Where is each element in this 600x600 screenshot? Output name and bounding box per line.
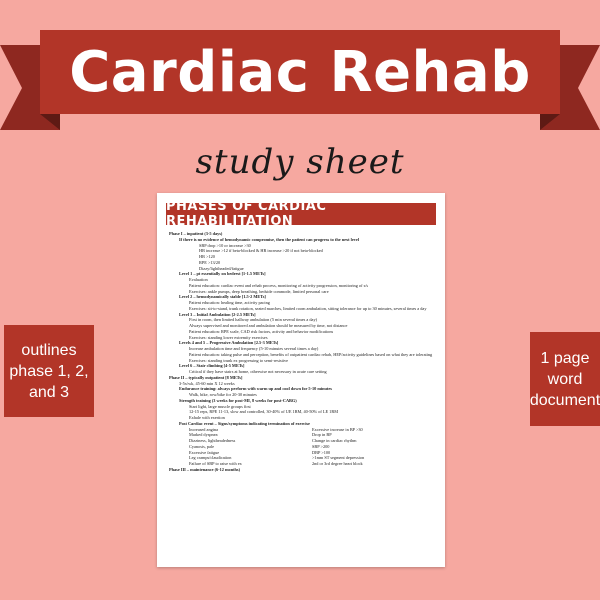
doc-line: Dizziness, lightheadedness xyxy=(189,438,236,443)
doc-line: DBP >100 xyxy=(312,449,331,455)
left-note-box xyxy=(4,325,94,417)
doc-line: 2nd or 3rd degree heart block xyxy=(312,461,363,466)
doc-line: Change in cardiac rhythm xyxy=(312,438,357,443)
doc-line: First in room, then limited hallway ambulation (5 min several times a day) xyxy=(189,317,318,323)
doc-line: Level 3 – Initial Ambulation [2-2.5 METs] xyxy=(179,311,256,317)
doc-line: Walk, bike, row/bike for 20-30 minutes xyxy=(189,392,257,397)
doc-line: Exercises: ankle pumps, deep breathing, bedside commode, limited personal care xyxy=(189,288,329,294)
doc-line: SBP drop >10 or increase >30 xyxy=(199,242,251,248)
doc-line: Level 6 – Stair climbing [4-5 METs] xyxy=(179,363,245,369)
doc-line: Phase II – typically outpatient [8 METs] xyxy=(169,374,243,380)
doc-line: HR >120 xyxy=(199,254,215,259)
doc-line: Marked dyspnea xyxy=(189,432,218,438)
doc-line: Start light, large muscle groups first xyxy=(189,403,251,409)
doc-line: Exercises: sit-to-stand, trunk rotation, seated marches, limited room ambulation, sitting tolerance for up to 30 minutes, several times a day xyxy=(189,305,427,311)
doc-line: Evaluation xyxy=(189,277,208,282)
doc-line: Leg cramps/claudication xyxy=(189,455,232,461)
doc-line: Level 1 – pt essentially on bedrest [1-1.5 METs] xyxy=(179,271,266,277)
doc-line: >1mm ST segment depression xyxy=(312,455,365,461)
doc-line: Phase III – maintenance (6-12 months) xyxy=(169,466,241,472)
doc-line: Endurance training: always perform with warm up and cool down for 5-10 minutes xyxy=(179,386,332,392)
doc-line: Levels 4 and 5 – Progressive Ambulation [2.5-3 METs] xyxy=(179,340,279,346)
doc-line: HR increase >12 if beta-blocked & HR increase >20 if not beta-blocked xyxy=(199,248,323,254)
doc-line: RPE >13/20 xyxy=(199,259,221,265)
doc-line: Exercises: standing lower extremity exercises xyxy=(189,334,268,340)
termination-signs-columns xyxy=(169,427,435,467)
doc-line: Dizzy/lightheaded/fatigue xyxy=(199,265,244,271)
doc-line: Patient education: taking pulse and perception, benefits of outpatient cardiac rehab, HEP/activity guidelines based on what they are tolerating xyxy=(189,351,433,357)
left-note-text: outlines phase 1, 2, and 3 xyxy=(9,341,89,401)
subtitle: study sheet xyxy=(195,142,405,182)
right-note-text: 1 page word document xyxy=(529,349,600,409)
doc-line: Cyanosis, pale xyxy=(189,443,215,449)
doc-line: Patient education: cardiac event and rehab process, monitoring of activity progression, monitoring of s/s xyxy=(189,282,369,288)
right-note-box xyxy=(530,332,600,426)
doc-line: Exercises: standing trunk ex progressing to semi-resistive xyxy=(189,357,289,363)
doc-line: Strength training (3 weeks for post-MI, 8 weeks for post-CABG) xyxy=(179,397,297,403)
document-preview xyxy=(157,193,445,567)
doc-line: Excessive fatigue xyxy=(189,449,220,455)
doc-line: Increase ambulation time and frequency (5-10 minutes several times a day) xyxy=(189,346,319,351)
termination-signs-right xyxy=(312,427,435,467)
doc-line: Drop in BP xyxy=(312,432,332,438)
doc-line: Critical if they have stairs at home, otherwise not necessary in acute care setting xyxy=(189,369,327,374)
doc-line: Exhale with exertion xyxy=(189,415,225,420)
doc-line: Increased angina xyxy=(189,426,218,432)
doc-line: Patient education: healing time, activity pacing xyxy=(189,300,270,305)
doc-line: SBP >200 xyxy=(312,443,330,449)
doc-line: Always supervised and monitored and ambulation should be measured by time, not distance xyxy=(189,323,348,328)
doc-line: If there is no evidence of hemodynamic compromise, then the patient can progress to the next level xyxy=(179,236,360,242)
doc-line: 12-15 reps, RPE 11-13, slow and controlled, 30-40% of UE 1RM, 40-50% of LE 1RM xyxy=(189,409,339,415)
doc-line: 3-5x/wk, 45-60 min X 12 weeks xyxy=(179,380,235,386)
title-banner xyxy=(0,0,600,160)
doc-line: Excessive increase in BP >30 xyxy=(312,426,363,432)
doc-line: Level 2 – hemodynamically stable [1.5-2 METs] xyxy=(179,294,266,300)
banner-title: Cardiac Rehab xyxy=(69,39,531,105)
doc-line: Patient education: RPE scale, CAD risk factors, activity and behavior modifications xyxy=(189,328,334,334)
doc-line: Phase I – inpatient (3-5 days) xyxy=(169,231,223,236)
termination-signs-left xyxy=(169,427,312,467)
doc-line: Post Cardiac event – Signs/symptoms indicating termination of exercise xyxy=(179,420,310,426)
document-body xyxy=(157,229,445,473)
doc-line: Failure of SBP to raise with ex xyxy=(189,461,242,466)
document-heading: PHASES OF CARDIAC REHABILITATION xyxy=(166,203,436,225)
